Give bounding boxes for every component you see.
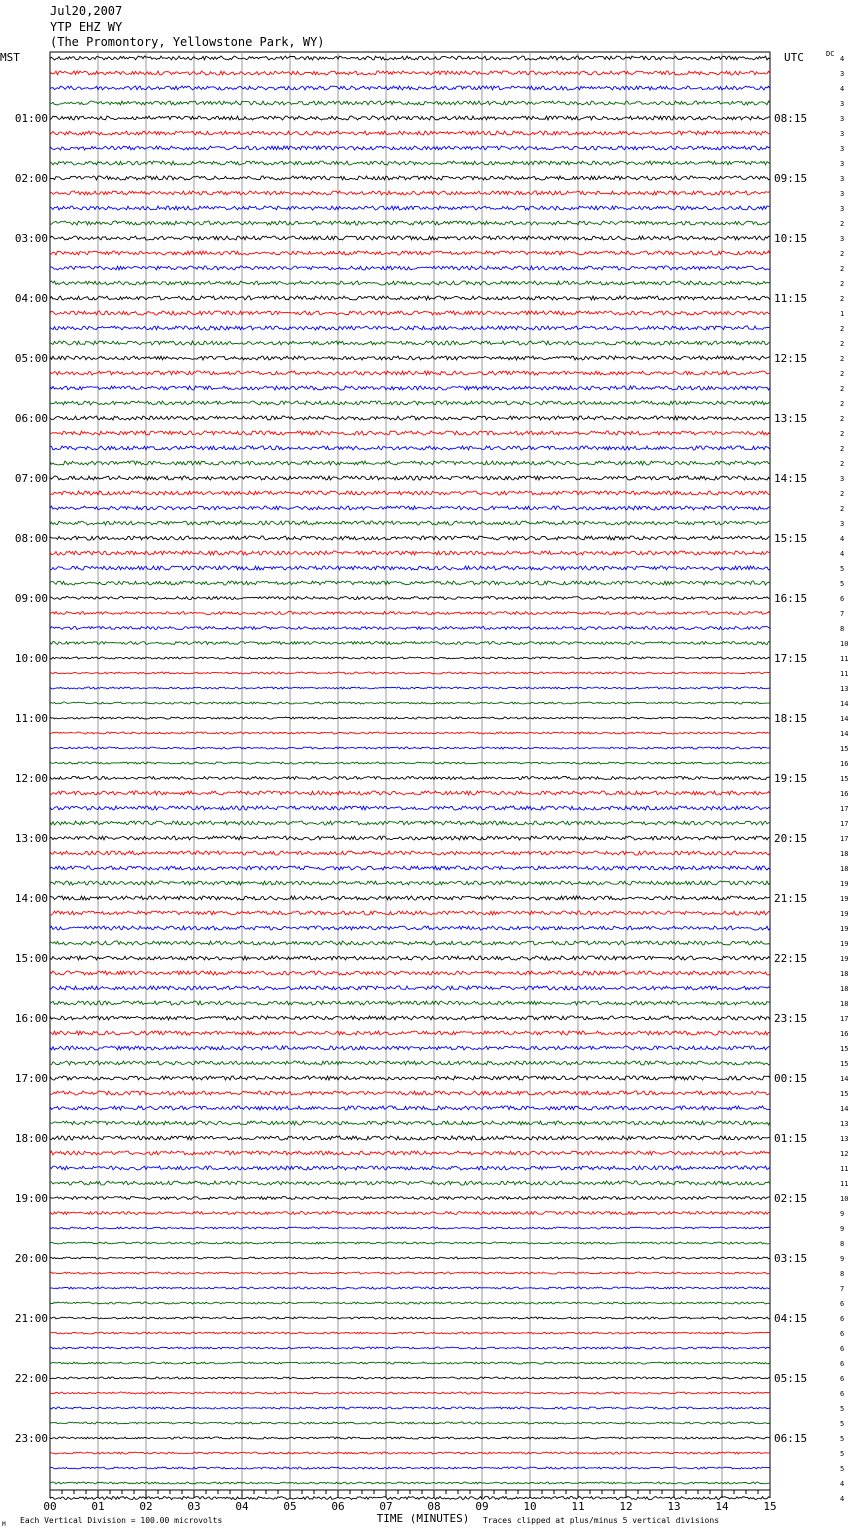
right-hour-label: 10:15 — [774, 232, 808, 245]
seismic-trace — [50, 146, 770, 150]
dc-offset-label: 9 — [840, 1255, 845, 1263]
seismic-trace — [50, 326, 770, 330]
right-hour-label: 19:15 — [774, 772, 808, 785]
seismic-trace — [50, 851, 770, 855]
x-tick-label: 07 — [379, 1500, 393, 1513]
dc-offset-label: 6 — [840, 595, 845, 603]
dc-offset-label: 8 — [840, 625, 845, 633]
x-tick-label: 13 — [667, 1500, 681, 1513]
dc-offset-label: 18 — [840, 970, 849, 978]
dc-offset-label: 15 — [840, 745, 849, 753]
seismic-trace — [50, 161, 770, 165]
right-hour-label: 08:15 — [774, 112, 808, 125]
dc-offset-label: 4 — [840, 550, 845, 558]
x-tick-label: 00 — [43, 1500, 57, 1513]
x-axis-label: TIME (MINUTES) — [376, 1512, 470, 1525]
dc-offset-label: 19 — [840, 880, 849, 888]
right-hour-label: 12:15 — [774, 352, 808, 365]
dc-offset-label: 11 — [840, 1165, 849, 1173]
seismic-trace — [50, 56, 770, 60]
seismic-trace — [50, 1106, 770, 1110]
dc-offset-label: 6 — [840, 1360, 845, 1368]
left-hour-label: 05:00 — [14, 352, 48, 365]
corner-mark: M — [2, 1521, 6, 1528]
seismic-trace — [50, 1332, 770, 1334]
dc-offset-label: 2 — [840, 490, 845, 498]
dc-offset-label: 2 — [840, 400, 845, 408]
left-hour-label: 09:00 — [14, 592, 48, 605]
dc-offset-label: 18 — [840, 1000, 849, 1008]
left-hour-label: 22:00 — [14, 1372, 48, 1385]
dc-label: DC — [826, 50, 835, 58]
x-tick-label: 10 — [523, 1500, 537, 1513]
dc-offset-label: 2 — [840, 340, 845, 348]
dc-offset-label: 3 — [840, 205, 845, 213]
dc-offset-label: 14 — [840, 700, 849, 708]
dc-offset-label: 14 — [840, 1075, 849, 1083]
seismic-trace — [50, 866, 770, 870]
x-tick-label: 14 — [715, 1500, 729, 1513]
seismic-trace — [50, 956, 770, 960]
dc-offset-label: 7 — [840, 610, 845, 618]
seismic-trace — [50, 911, 770, 915]
seismic-trace — [50, 416, 770, 420]
dc-offset-label: 3 — [840, 130, 845, 138]
seismic-trace — [50, 236, 770, 240]
dc-offset-label: 17 — [840, 835, 849, 843]
footer-scale-note: Each Vertical Division = 100.00 microvolts — [20, 1516, 223, 1525]
seismic-trace — [50, 341, 770, 345]
dc-offset-label: 3 — [840, 160, 845, 168]
seismic-trace — [50, 717, 770, 719]
right-hour-label: 02:15 — [774, 1192, 808, 1205]
left-hour-label: 14:00 — [14, 892, 48, 905]
dc-offset-label: 3 — [840, 145, 845, 153]
seismic-trace — [50, 1497, 770, 1500]
left-hour-label: 17:00 — [14, 1072, 48, 1085]
right-hour-label: 03:15 — [774, 1252, 808, 1265]
dc-offset-label: 8 — [840, 1270, 845, 1278]
seismic-trace — [50, 86, 770, 90]
seismic-trace — [50, 1166, 770, 1170]
seismic-trace — [50, 1151, 770, 1155]
seismic-trace — [50, 281, 770, 285]
left-hour-label: 11:00 — [14, 712, 48, 725]
dc-offset-label: 19 — [840, 895, 849, 903]
dc-offset-label: 2 — [840, 460, 845, 468]
seismic-trace — [50, 581, 770, 585]
left-hour-label: 04:00 — [14, 292, 48, 305]
right-hour-label: 09:15 — [774, 172, 808, 185]
seismic-trace — [50, 1317, 770, 1319]
left-hour-label: 08:00 — [14, 532, 48, 545]
dc-offset-label: 11 — [840, 1180, 849, 1188]
dc-offset-label: 3 — [840, 100, 845, 108]
seismic-trace — [50, 371, 770, 375]
seismic-trace — [50, 1377, 770, 1379]
seismic-trace — [50, 732, 770, 734]
seismic-trace — [50, 1242, 770, 1244]
seismic-trace — [50, 1001, 770, 1005]
seismic-trace — [50, 1422, 770, 1424]
seismic-trace — [50, 612, 770, 615]
left-timezone-label: MST — [0, 51, 20, 64]
seismic-trace — [50, 1031, 770, 1035]
x-tick-label: 06 — [331, 1500, 345, 1513]
seismic-trace — [50, 1362, 770, 1364]
seismic-trace — [50, 296, 770, 300]
seismic-trace — [50, 687, 770, 689]
seismic-trace — [50, 1287, 770, 1289]
dc-offset-label: 10 — [840, 640, 849, 648]
x-tick-label: 08 — [427, 1500, 441, 1513]
seismic-trace — [50, 941, 770, 945]
x-tick-label: 01 — [91, 1500, 105, 1513]
right-hour-label: 20:15 — [774, 832, 808, 845]
dc-offset-label: 5 — [840, 1435, 845, 1443]
seismic-trace — [50, 551, 770, 555]
left-hour-label: 12:00 — [14, 772, 48, 785]
seismic-trace — [50, 116, 770, 120]
dc-offset-label: 18 — [840, 850, 849, 858]
seismic-trace — [50, 71, 770, 75]
seismic-trace — [50, 1212, 770, 1215]
left-hour-label: 06:00 — [14, 412, 48, 425]
dc-offset-label: 15 — [840, 775, 849, 783]
dc-offset-label: 2 — [840, 505, 845, 513]
dc-offset-label: 18 — [840, 985, 849, 993]
left-hour-label: 07:00 — [14, 472, 48, 485]
right-hour-label: 17:15 — [774, 652, 808, 665]
right-hour-label: 11:15 — [774, 292, 808, 305]
left-hour-label: 23:00 — [14, 1432, 48, 1445]
seismic-trace — [50, 627, 770, 630]
dc-offset-label: 2 — [840, 445, 845, 453]
dc-offset-label: 2 — [840, 415, 845, 423]
seismic-trace — [50, 1347, 770, 1349]
seismic-trace — [50, 221, 770, 225]
dc-offset-label: 2 — [840, 295, 845, 303]
seismic-trace — [50, 971, 770, 975]
x-tick-label: 15 — [763, 1500, 777, 1513]
x-tick-label: 04 — [235, 1500, 249, 1513]
dc-offset-label: 17 — [840, 805, 849, 813]
seismic-trace — [50, 1407, 770, 1409]
dc-offset-label: 17 — [840, 820, 849, 828]
seismic-trace — [50, 791, 770, 795]
seismic-trace — [50, 536, 770, 540]
dc-offset-label: 2 — [840, 385, 845, 393]
dc-offset-label: 5 — [840, 565, 845, 573]
dc-offset-label: 3 — [840, 70, 845, 78]
dc-offset-label: 5 — [840, 1420, 845, 1428]
left-hour-label: 02:00 — [14, 172, 48, 185]
dc-offset-label: 13 — [840, 1135, 849, 1143]
dc-offset-label: 14 — [840, 715, 849, 723]
right-hour-label: 01:15 — [774, 1132, 808, 1145]
seismic-trace — [50, 431, 770, 435]
x-tick-label: 09 — [475, 1500, 489, 1513]
seismic-trace — [50, 1197, 770, 1200]
seismic-trace — [50, 777, 770, 780]
seismic-trace — [50, 836, 770, 840]
dc-offset-label: 2 — [840, 265, 845, 273]
dc-offset-label: 8 — [840, 1240, 845, 1248]
seismic-trace — [50, 747, 770, 749]
seismic-trace — [50, 986, 770, 990]
dc-offset-label: 16 — [840, 760, 849, 768]
dc-offset-label: 6 — [840, 1375, 845, 1383]
seismic-trace — [50, 1016, 770, 1020]
left-hour-label: 15:00 — [14, 952, 48, 965]
dc-offset-label: 6 — [840, 1315, 845, 1323]
seismic-trace — [50, 266, 770, 270]
dc-offset-label: 5 — [840, 1465, 845, 1473]
seismic-trace — [50, 446, 770, 450]
dc-offset-label: 15 — [840, 1060, 849, 1068]
dc-offset-label: 3 — [840, 475, 845, 483]
dc-offset-label: 19 — [840, 940, 849, 948]
right-hour-label: 05:15 — [774, 1372, 808, 1385]
seismic-trace — [50, 926, 770, 930]
seismic-trace — [50, 896, 770, 900]
x-tick-label: 05 — [283, 1500, 297, 1513]
seismic-trace — [50, 386, 770, 390]
left-hour-label: 01:00 — [14, 112, 48, 125]
dc-offset-label: 5 — [840, 580, 845, 588]
seismic-trace — [50, 1076, 770, 1080]
dc-offset-label: 4 — [840, 535, 845, 543]
dc-offset-label: 3 — [840, 115, 845, 123]
dc-offset-label: 14 — [840, 1105, 849, 1113]
dc-offset-label: 12 — [840, 1150, 849, 1158]
seismic-trace — [50, 1227, 770, 1229]
seismic-trace — [50, 1257, 770, 1259]
left-hour-label: 03:00 — [14, 232, 48, 245]
left-hour-label: 21:00 — [14, 1312, 48, 1325]
right-hour-label: 21:15 — [774, 892, 808, 905]
left-hour-label: 10:00 — [14, 652, 48, 665]
x-tick-label: 02 — [139, 1500, 153, 1513]
left-hour-label: 16:00 — [14, 1012, 48, 1025]
dc-offset-label: 9 — [840, 1210, 845, 1218]
seismic-trace — [50, 1302, 770, 1304]
seismic-trace — [50, 1181, 770, 1185]
right-hour-label: 22:15 — [774, 952, 808, 965]
dc-offset-label: 2 — [840, 430, 845, 438]
dc-offset-label: 3 — [840, 190, 845, 198]
seismic-trace — [50, 1061, 770, 1065]
dc-offset-label: 18 — [840, 865, 849, 873]
seismic-trace — [50, 1437, 770, 1439]
footer-clip-note: Traces clipped at plus/minus 5 vertical divisions — [483, 1516, 720, 1525]
left-hour-label: 18:00 — [14, 1132, 48, 1145]
dc-offset-label: 6 — [840, 1390, 845, 1398]
seismic-trace — [50, 101, 770, 105]
dc-offset-label: 9 — [840, 1225, 845, 1233]
left-hour-label: 20:00 — [14, 1252, 48, 1265]
right-hour-label: 16:15 — [774, 592, 808, 605]
dc-offset-label: 19 — [840, 955, 849, 963]
right-timezone-label: UTC — [784, 51, 804, 64]
station-label: YTP EHZ WY — [50, 20, 123, 34]
seismic-trace — [50, 806, 770, 810]
seismic-trace — [50, 206, 770, 210]
dc-offset-label: 6 — [840, 1300, 845, 1308]
seismic-trace — [50, 1452, 770, 1454]
seismic-trace — [50, 566, 770, 570]
seismic-trace — [50, 461, 770, 465]
dc-offset-label: 5 — [840, 1405, 845, 1413]
right-hour-label: 23:15 — [774, 1012, 808, 1025]
dc-offset-label: 13 — [840, 685, 849, 693]
seismic-trace — [50, 657, 770, 659]
seismic-trace — [50, 1091, 770, 1095]
dc-offset-label: 19 — [840, 910, 849, 918]
dc-offset-label: 19 — [840, 925, 849, 933]
seismic-trace — [50, 1046, 770, 1050]
dc-offset-label: 5 — [840, 1450, 845, 1458]
dc-offset-label: 14 — [840, 730, 849, 738]
seismic-trace — [50, 821, 770, 825]
dc-offset-label: 2 — [840, 325, 845, 333]
dc-offset-label: 16 — [840, 790, 849, 798]
seismic-trace — [50, 311, 770, 315]
dc-offset-label: 3 — [840, 520, 845, 528]
seismic-trace — [50, 1121, 770, 1125]
seismic-trace — [50, 672, 770, 674]
seismic-trace — [50, 1482, 770, 1484]
seismic-trace — [50, 1136, 770, 1140]
x-tick-label: 03 — [187, 1500, 201, 1513]
seismic-trace — [50, 1272, 770, 1274]
right-hour-label: 18:15 — [774, 712, 808, 725]
seismic-trace — [50, 491, 770, 495]
seismic-trace — [50, 521, 770, 525]
dc-offset-label: 6 — [840, 1345, 845, 1353]
dc-offset-label: 1 — [840, 310, 845, 318]
seismic-trace — [50, 597, 770, 600]
dc-offset-label: 15 — [840, 1045, 849, 1053]
seismic-trace — [50, 506, 770, 510]
seismic-trace — [50, 881, 770, 885]
seismic-trace — [50, 476, 770, 480]
right-hour-label: 14:15 — [774, 472, 808, 485]
seismic-trace — [50, 131, 770, 135]
dc-offset-label: 11 — [840, 670, 849, 678]
dc-offset-label: 2 — [840, 280, 845, 288]
x-tick-label: 11 — [571, 1500, 585, 1513]
right-hour-label: 15:15 — [774, 532, 808, 545]
dc-offset-label: 4 — [840, 1480, 845, 1488]
seismic-trace — [50, 176, 770, 180]
dc-offset-label: 13 — [840, 1120, 849, 1128]
dc-offset-label: 4 — [840, 85, 845, 93]
dc-offset-label: 3 — [840, 175, 845, 183]
right-hour-label: 04:15 — [774, 1312, 808, 1325]
dc-offset-label: 3 — [840, 235, 845, 243]
left-hour-label: 19:00 — [14, 1192, 48, 1205]
seismic-trace — [50, 642, 770, 645]
seismic-trace — [50, 1467, 770, 1469]
right-hour-label: 00:15 — [774, 1072, 808, 1085]
location-label: (The Promontory, Yellowstone Park, WY) — [50, 35, 325, 49]
dc-offset-label: 10 — [840, 1195, 849, 1203]
dc-offset-label: 16 — [840, 1030, 849, 1038]
left-hour-label: 13:00 — [14, 832, 48, 845]
dc-offset-label: 2 — [840, 355, 845, 363]
date-label: Jul20,2007 — [50, 4, 123, 18]
seismic-trace — [50, 191, 770, 195]
dc-offset-label: 17 — [840, 1015, 849, 1023]
seismic-trace — [50, 356, 770, 360]
dc-offset-label: 2 — [840, 250, 845, 258]
right-hour-label: 13:15 — [774, 412, 808, 425]
dc-offset-label: 2 — [840, 370, 845, 378]
dc-offset-label: 11 — [840, 655, 849, 663]
dc-offset-label: 4 — [840, 55, 845, 63]
dc-offset-label: 15 — [840, 1090, 849, 1098]
dc-offset-label: 2 — [840, 220, 845, 228]
right-hour-label: 06:15 — [774, 1432, 808, 1445]
seismic-trace — [50, 401, 770, 405]
seismic-trace — [50, 1392, 770, 1394]
seismic-trace — [50, 702, 770, 704]
seismic-trace — [50, 762, 770, 764]
dc-offset-label: 7 — [840, 1285, 845, 1293]
plot-frame — [50, 52, 770, 1490]
dc-offset-label: 6 — [840, 1330, 845, 1338]
seismic-trace — [50, 251, 770, 255]
x-tick-label: 12 — [619, 1500, 633, 1513]
dc-offset-label: 4 — [840, 1495, 845, 1503]
